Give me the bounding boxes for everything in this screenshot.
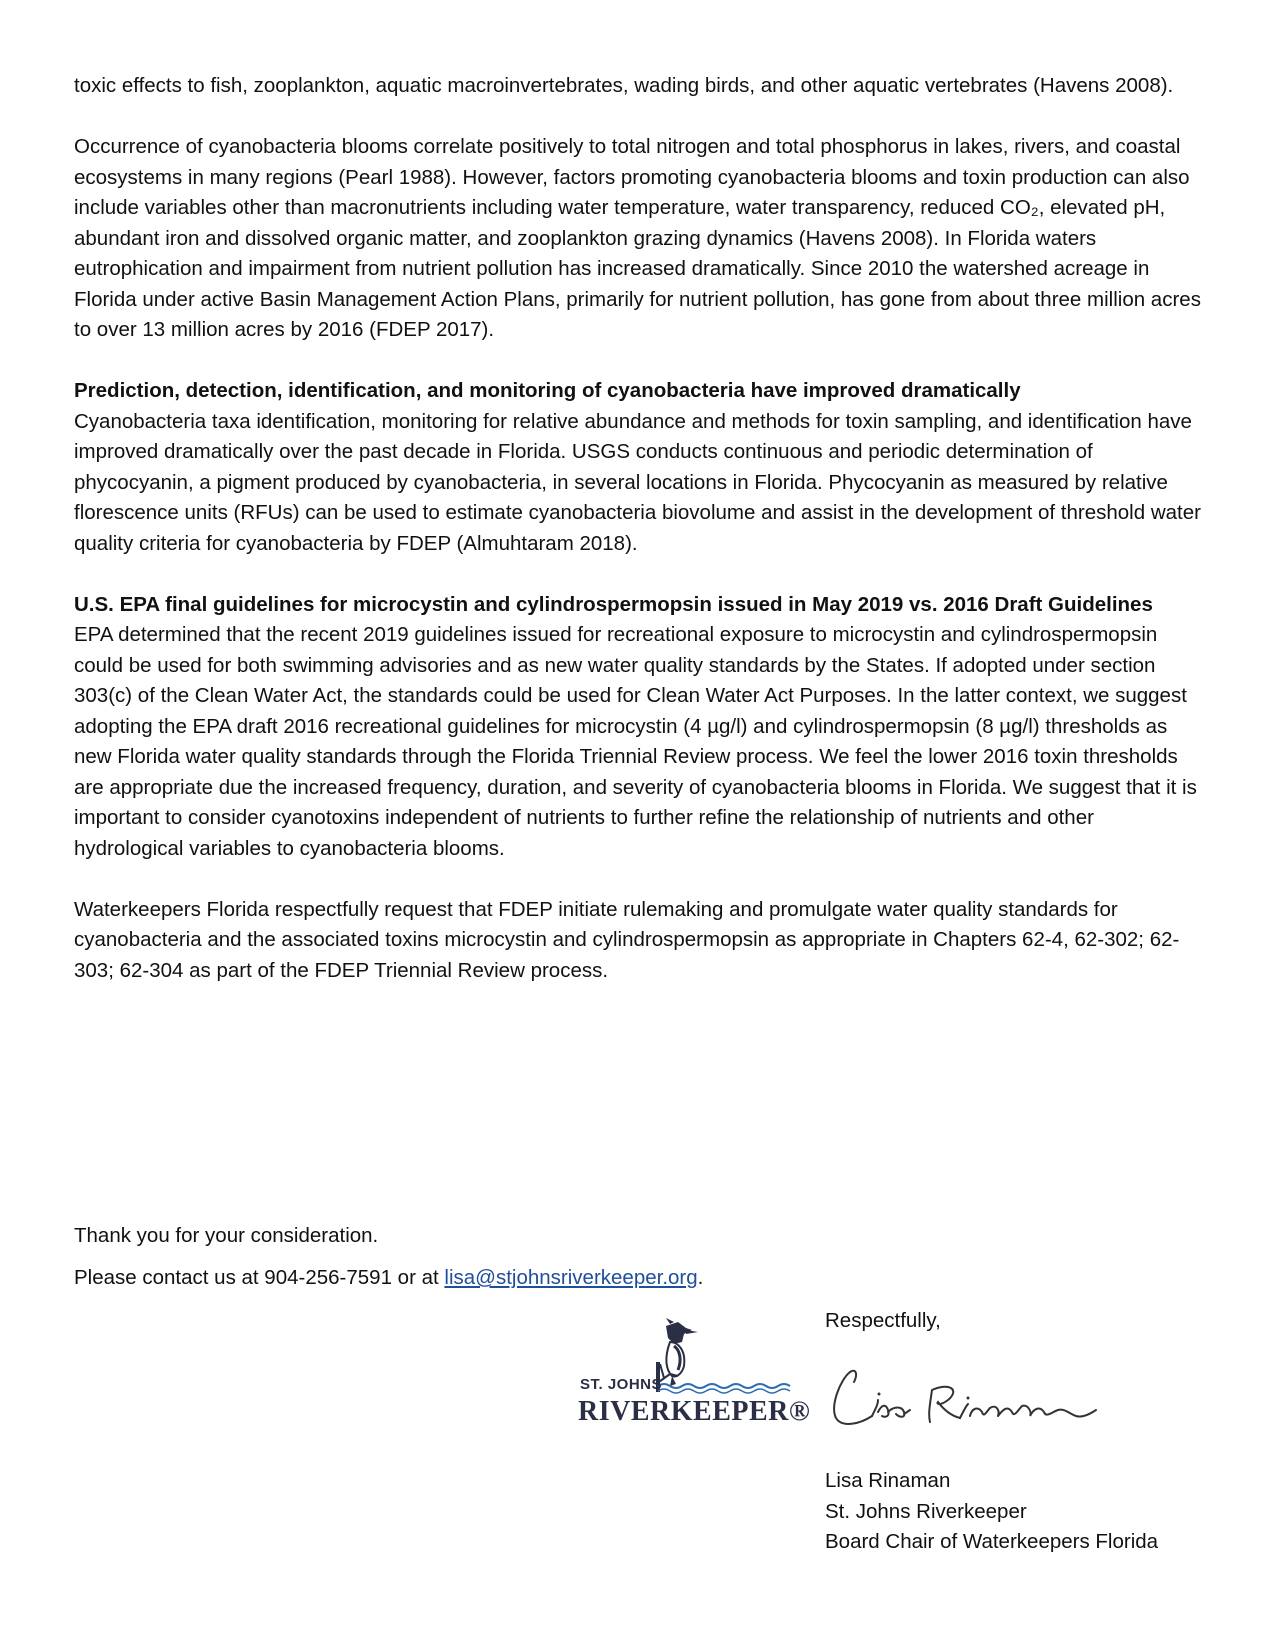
- riverkeeper-logo: [574, 1318, 811, 1428]
- thanks-line: Thank you for your consideration.: [74, 1224, 379, 1247]
- contact-email-link[interactable]: lisa@stjohnsriverkeeper.org: [444, 1266, 698, 1289]
- respectfully-closing: Respectfully,: [825, 1309, 941, 1332]
- signer-title: Board Chair of Waterkeepers Florida: [825, 1530, 1159, 1553]
- section-heading-prediction: Prediction, detection, identification, and monitoring of cyanobacteria have improved dramatically: [74, 379, 1021, 402]
- letter-body: [74, 71, 1202, 986]
- logo-text-st-johns: ST. JOHNS: [580, 1376, 663, 1393]
- signer-name: Lisa Rinaman: [825, 1469, 951, 1492]
- handwritten-signature: [820, 1360, 1110, 1440]
- contact-suffix: .: [697, 1266, 704, 1289]
- paragraph-epa: EPA determined that the recent 2019 guidelines issued for recreational exposure to microcystin and cylindrospermopsin could be used for both swimming advisories and as new water quality standards by the States. If adopted under section 303(c) of the Clean Water Act, the standards could be used for Clean Water Act Purposes. In the latter context, we suggest adopting the EPA draft 2016 recreational guidelines for microcystin (4 µg/l) and cylindrospermopsin (8 µg/l) thresholds as new Florida water quality standards through the Florida Triennial Review process. We feel the lower 2016 toxin thresholds are appropriate due the increased frequency, duration, and severity of cyanobacteria blooms in Florida. We suggest that it is important to consider cyanotoxins independent of nutrients to further refine the relationship of nutrients and other hydrological variables to cyanobacteria blooms.: [74, 623, 1197, 860]
- paragraph-toxic-effects: toxic effects to fish, zooplankton, aquatic macroinvertebrates, wading birds, and other aquatic vertebrates (Havens 2008).: [74, 74, 1174, 97]
- contact-line: [74, 1263, 703, 1293]
- paragraph-occurrence: Occurrence of cyanobacteria blooms correlate positively to total nitrogen and total phosphorus in lakes, rivers, and coastal ecosystems in many regions (Pearl 1988). However, factors promoting cyanobacteria blooms and toxin production can also include variables other than macronutrients including water temperature, water transparency, reduced CO₂, elevated pH, abundant iron and dissolved organic matter, and zooplankton grazing dynamics (Havens 2008). In Florida waters eutrophication and impairment from nutrient pollution has increased dramatically. Since 2010 the watershed acreage in Florida under active Basin Management Action Plans, primarily for nutrient pollution, has gone from about three million acres to over 13 million acres by 2016 (FDEP 2017).: [74, 135, 1201, 341]
- section-heading-epa-guidelines: U.S. EPA final guidelines for microcystin and cylindrospermopsin issued in May 2019 vs. 2016 Draft Guidelines: [74, 592, 1153, 616]
- contact-prefix: Please contact us at 904-256-7591 or at: [74, 1266, 445, 1289]
- paragraph-identification: Cyanobacteria taxa identification, monitoring for relative abundance and methods for toxin sampling, and identification have improved dramatically over the past decade in Florida. USGS conducts continuous and periodic determination of phycocyanin, a pigment produced by cyanobacteria, in several locations in Florida. Phycocyanin as measured by relative florescence units (RFUs) can be used to estimate cyanobacteria biovolume and assist in the development of threshold water quality criteria for cyanobacteria by FDEP (Almuhtaram 2018).: [74, 409, 1201, 555]
- signature-block: [825, 1466, 1158, 1558]
- paragraph-request: Waterkeepers Florida respectfully request that FDEP initiate rulemaking and promulgate water quality standards for cyanobacteria and the associated toxins microcystin and cylindrospermopsin as appropriate in Chapters 62-4, 62-302; 62-303; 62-304 as part of the FDEP Triennial Review process.: [74, 897, 1180, 982]
- signer-organization: St. Johns Riverkeeper: [825, 1499, 1027, 1523]
- logo-text-riverkeeper: RIVERKEEPER®: [578, 1396, 811, 1427]
